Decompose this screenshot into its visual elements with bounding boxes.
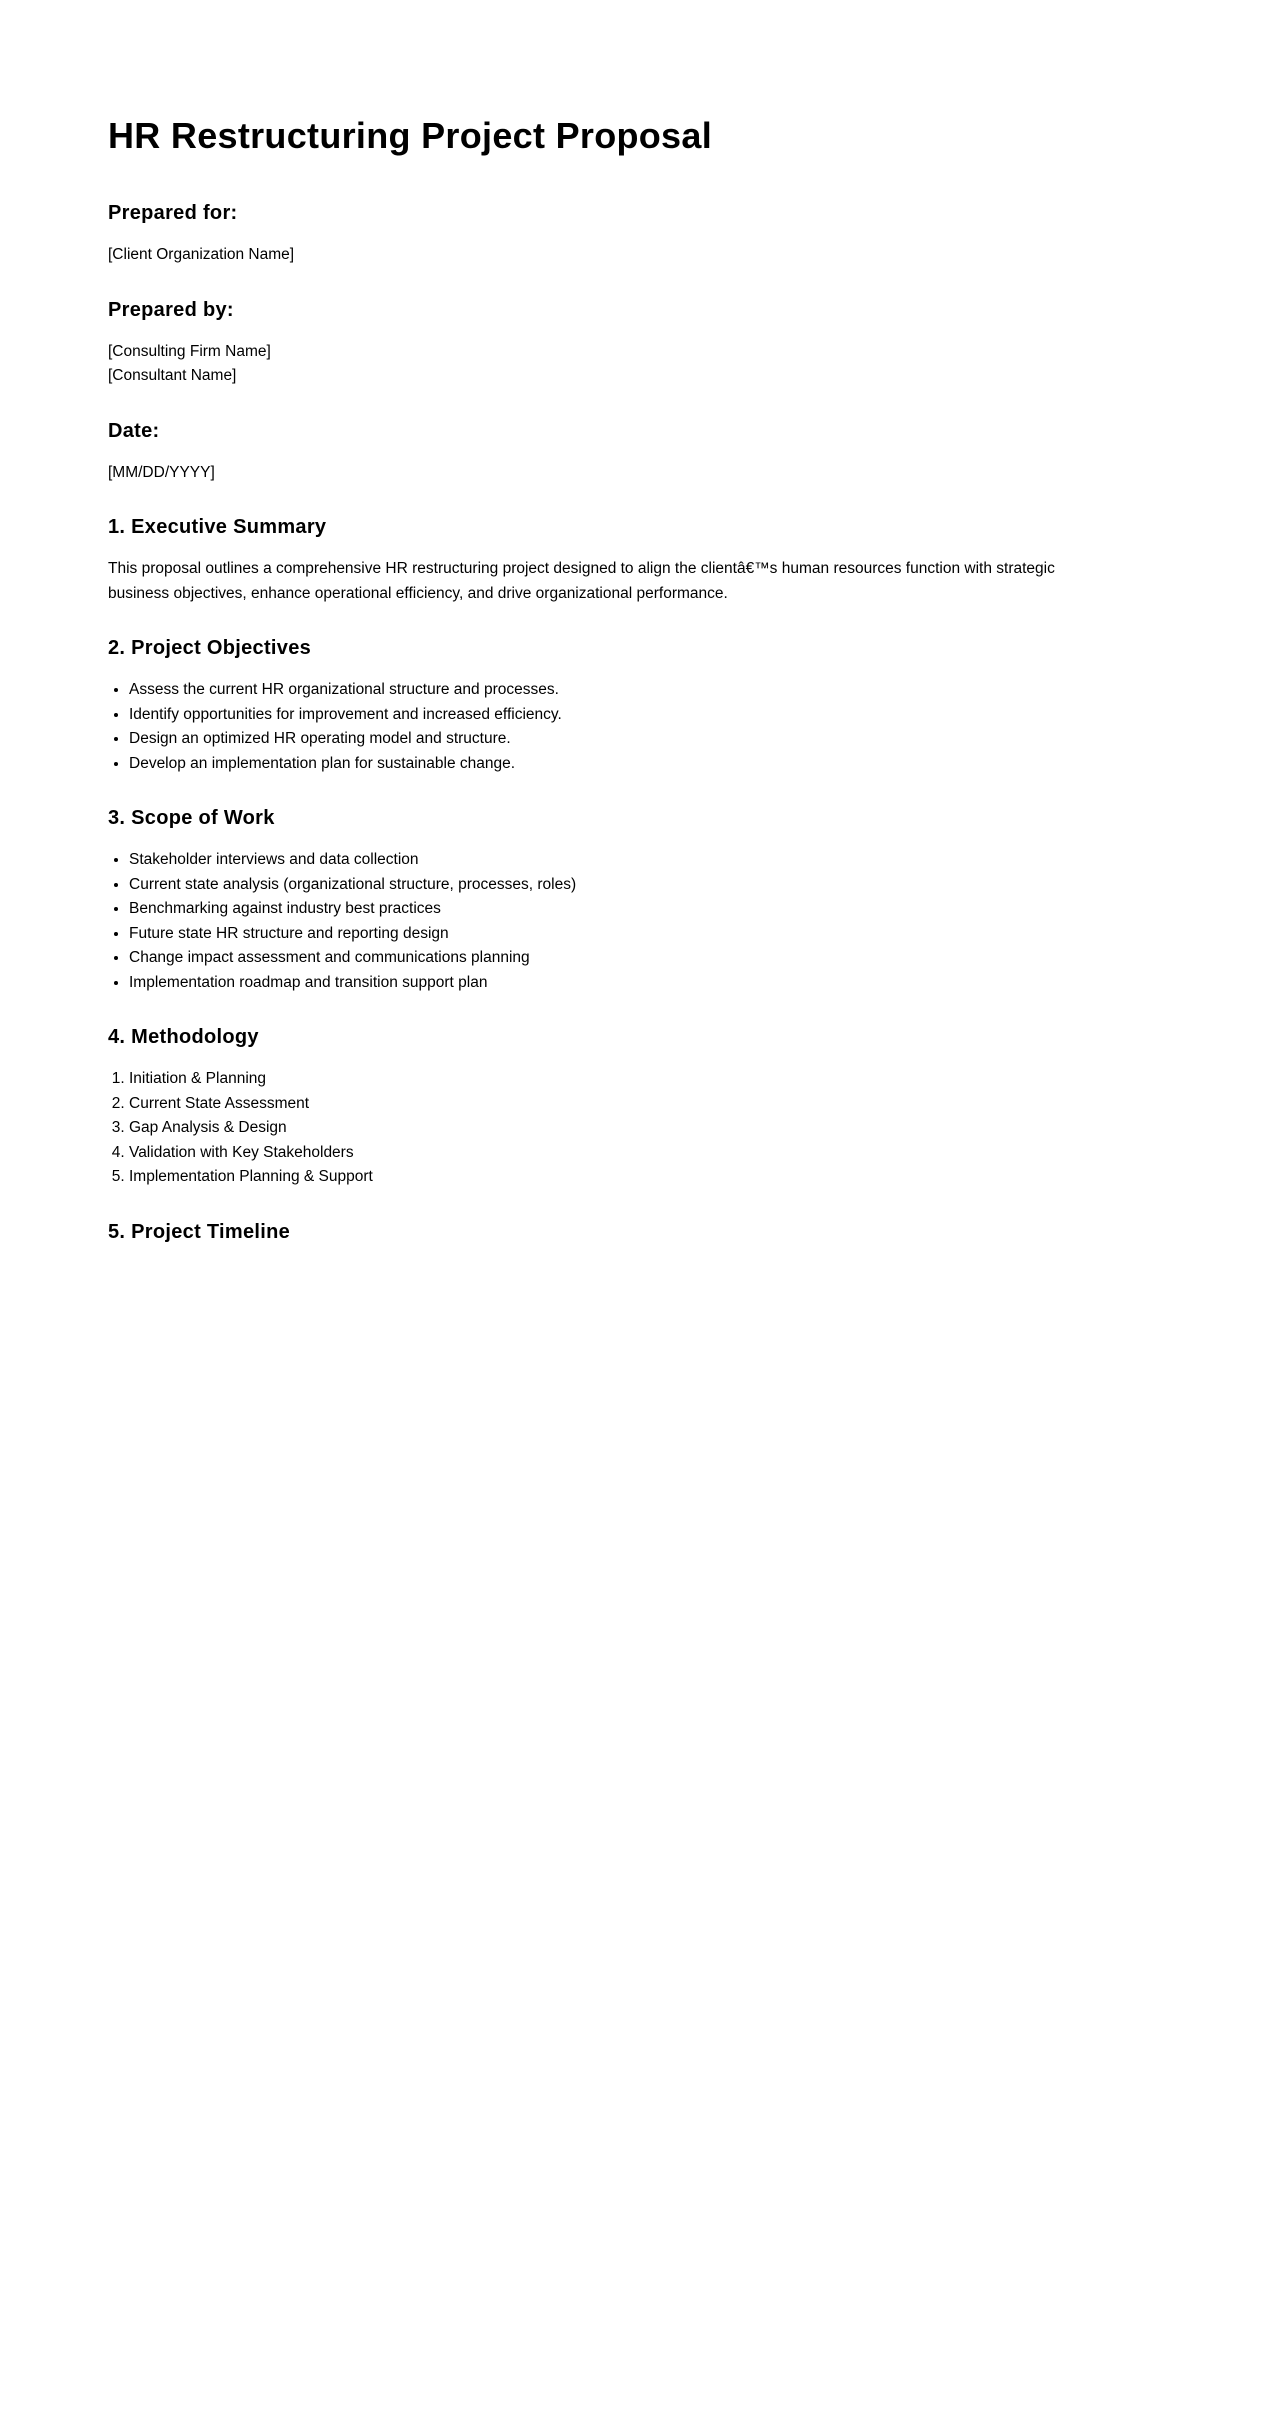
list-item: • Stakeholder interviews and data collection (129, 848, 1098, 873)
project-objectives-list (108, 678, 1098, 776)
list-item: 4. Validation with Key Stakeholders (129, 1141, 1098, 1166)
list-item: • Current state analysis (organizational structure, processes, roles) (129, 873, 1098, 898)
project-objectives-heading: 2. Project Objectives (108, 637, 312, 659)
methodology-heading: 4. Methodology (108, 1026, 259, 1048)
executive-summary-paragraph: This proposal outlines a comprehensive HR restructuring project designed to align the clientâ€™s human resources function with strategic business objectives, enhance operational efficiency, and drive organizational performance. (108, 560, 1055, 602)
prepared-by-details (108, 340, 1098, 389)
consultant-name: [Consultant Name] (108, 367, 237, 384)
prepared-for-section (108, 201, 1098, 268)
list-item: • Change impact assessment and communications planning (129, 946, 1098, 971)
list-item: 1. Initiation & Planning (129, 1067, 1098, 1092)
consulting-firm-name: [Consulting Firm Name] (108, 342, 271, 360)
project-timeline-heading: 5. Project Timeline (108, 1220, 291, 1243)
project-timeline-section (108, 1220, 1098, 1244)
list-item: • Implementation roadmap and transition support plan (129, 971, 1098, 996)
list-item: • Future state HR structure and reporting design (129, 922, 1098, 947)
client-organization-name (108, 243, 1098, 268)
methodology-list (108, 1067, 1098, 1190)
project-objectives-section (108, 636, 1098, 776)
list-item: • Assess the current HR organizational structure and processes. (129, 678, 1098, 703)
list-item: • Benchmarking against industry best practices (129, 897, 1098, 922)
list-item: 2. Current State Assessment (129, 1092, 1098, 1117)
date-section (108, 419, 1098, 486)
list-item: • Develop an implementation plan for sustainable change. (129, 752, 1098, 777)
scope-of-work-list (108, 848, 1098, 995)
list-item: • Design an optimized HR operating model and structure. (129, 727, 1098, 752)
list-item: • Identify opportunities for improvement and increased efficiency. (129, 703, 1098, 728)
date-value: [MM/DD/YYYY] (108, 463, 215, 481)
scope-of-work-section (108, 806, 1098, 995)
prepared-by-heading: Prepared by: (108, 298, 234, 321)
scope-of-work-heading: 3. Scope of Work (108, 807, 275, 829)
methodology-section (108, 1025, 1098, 1190)
list-item: 5. Implementation Planning & Support (129, 1165, 1098, 1190)
executive-summary-section (108, 515, 1098, 606)
client-name-text: [Client Organization Name] (108, 246, 295, 263)
document-title: HR Restructuring Project Proposal (108, 115, 713, 156)
prepared-for-heading: Prepared for: (108, 202, 238, 224)
executive-summary-heading: 1. Executive Summary (108, 516, 327, 538)
date-heading: Date: (108, 419, 160, 442)
prepared-by-section (108, 298, 1098, 389)
list-item: 3. Gap Analysis & Design (129, 1116, 1098, 1141)
